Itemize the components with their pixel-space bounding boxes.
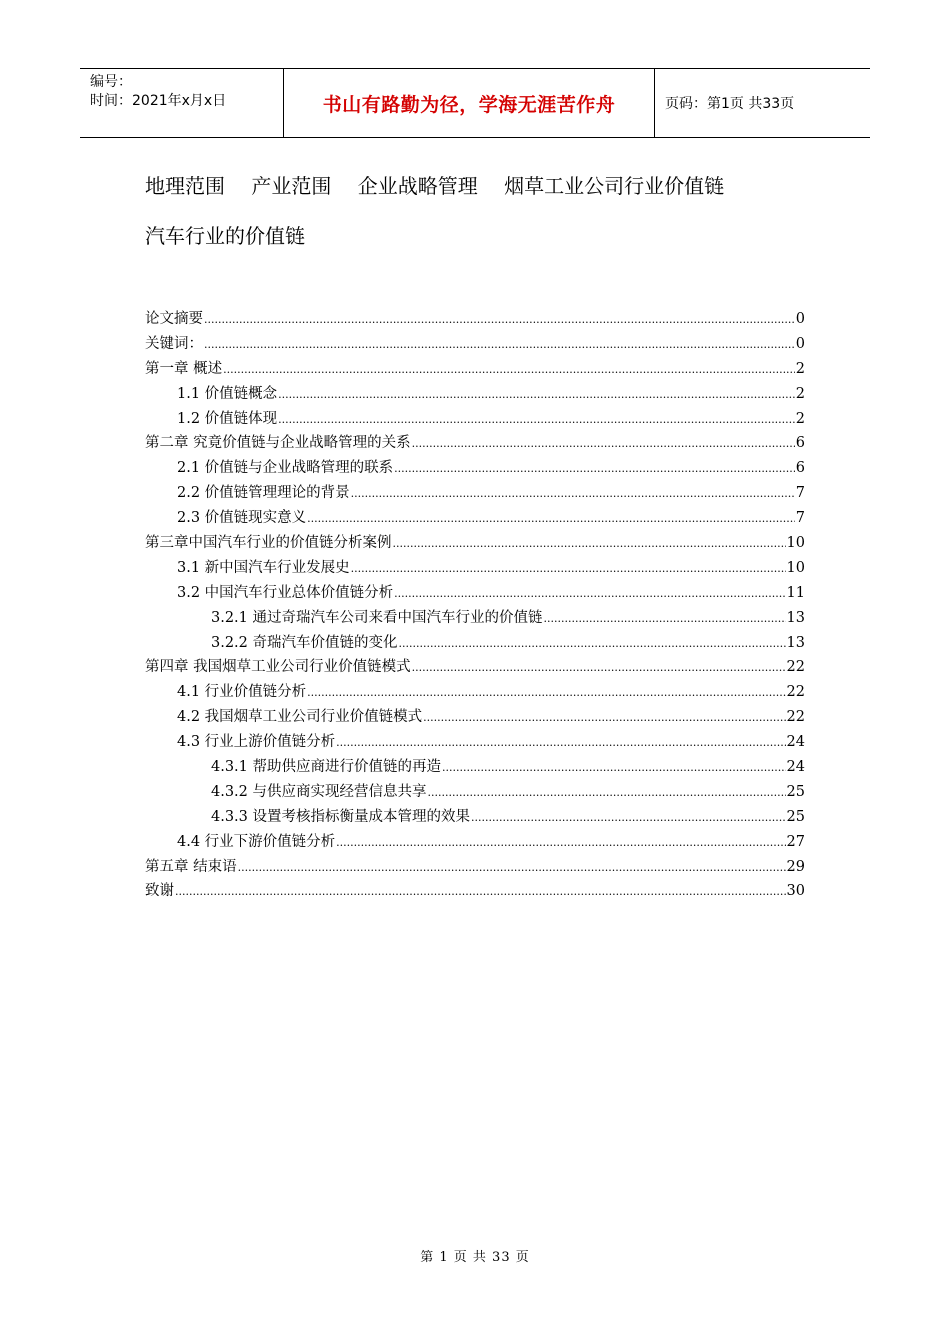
toc-leader [351, 487, 795, 500]
toc-entry-title: 4.3.1 帮助供应商进行价值链的再造 [211, 759, 442, 776]
toc-entry[interactable] [145, 531, 805, 556]
toc-leader [204, 313, 795, 326]
toc-entry[interactable] [145, 606, 805, 631]
page-footer: 第 1 页 共 33 页 [420, 1250, 530, 1265]
keyword: 企业战略管理 [357, 174, 478, 198]
toc-entry-page: 6 [795, 460, 805, 477]
toc-entry-title: 3.2.2 奇瑞汽车价值链的变化 [211, 634, 398, 651]
keyword: 产业范围 [251, 174, 332, 198]
toc-entry[interactable] [145, 879, 805, 904]
toc-entry-page: 11 [786, 584, 805, 601]
toc-entry-title: 第四章 我国烟草工业公司行业价值链模式 [145, 659, 411, 676]
toc-leader [544, 612, 786, 625]
toc-entry-page: 13 [786, 609, 805, 626]
toc-entry[interactable] [145, 730, 805, 755]
toc-entry-page: 25 [786, 783, 805, 800]
toc-leader [278, 413, 795, 426]
toc-entry-page: 2 [795, 385, 805, 402]
toc-leader [393, 537, 786, 550]
toc-entry-title: 4.3 行业上游价值链分析 [177, 734, 336, 751]
toc-entry[interactable] [145, 705, 805, 730]
toc-entry-title: 4.3.2 与供应商实现经营信息共享 [211, 783, 427, 800]
toc-entry-page: 2 [795, 360, 805, 377]
toc-entry-page: 10 [786, 535, 805, 552]
toc-entry-title: 关键词： [145, 335, 203, 352]
toc-entry-title: 第一章 概述 [145, 360, 223, 377]
toc-entry-page: 29 [786, 858, 805, 875]
toc-leader [399, 637, 786, 650]
toc-entry[interactable] [145, 407, 805, 432]
toc-leader [307, 686, 785, 699]
toc-leader [423, 711, 785, 724]
table-of-contents [145, 307, 805, 904]
toc-leader [336, 736, 785, 749]
toc-entry-title: 3.2.1 通过奇瑞汽车公司来看中国汽车行业的价值链 [211, 609, 543, 626]
toc-leader [412, 437, 795, 450]
toc-entry-page: 27 [786, 833, 805, 850]
toc-entry[interactable] [145, 780, 805, 805]
toc-entry-page: 24 [786, 734, 805, 751]
toc-entry-title: 2.1 价值链与企业战略管理的联系 [177, 460, 394, 477]
toc-entry[interactable] [145, 755, 805, 780]
toc-entry-page: 22 [786, 659, 805, 676]
toc-entry[interactable] [145, 456, 805, 481]
toc-entry-title: 2.3 价值链现实意义 [177, 510, 307, 527]
toc-entry-title: 3.1 新中国汽车行业发展史 [177, 559, 350, 576]
toc-entry[interactable] [145, 357, 805, 382]
toc-leader [394, 462, 795, 475]
toc-entry[interactable] [145, 431, 805, 456]
toc-leader [428, 786, 786, 799]
toc-leader [412, 661, 786, 674]
toc-entry-page: 22 [786, 709, 805, 726]
toc-entry-title: 2.2 价值链管理理论的背景 [177, 485, 350, 502]
toc-entry-title: 致谢 [145, 883, 174, 900]
header-motto-cell [283, 69, 655, 137]
toc-entry[interactable] [145, 805, 805, 830]
toc-entry-title: 论文摘要 [145, 311, 203, 327]
toc-entry[interactable] [145, 307, 805, 332]
toc-entry-page: 13 [786, 634, 805, 651]
toc-entry-page: 22 [786, 684, 805, 701]
keywords-line-1 [145, 170, 845, 202]
number-label: 编号： [90, 74, 132, 90]
document-header [80, 68, 870, 138]
toc-entry[interactable] [145, 506, 805, 531]
toc-leader [442, 761, 786, 774]
page-info: 页码：第1页 共33页 [665, 96, 795, 112]
toc-entry[interactable] [145, 481, 805, 506]
toc-leader [351, 562, 786, 575]
toc-entry[interactable] [145, 631, 805, 656]
toc-entry-page: 2 [795, 410, 805, 427]
toc-entry-page: 0 [795, 311, 805, 327]
header-page-cell [655, 69, 870, 137]
toc-leader [204, 338, 795, 351]
toc-entry[interactable] [145, 581, 805, 606]
toc-leader [238, 861, 786, 874]
toc-leader [223, 363, 795, 376]
toc-entry-title: 4.3.3 设置考核指标衡量成本管理的效果 [211, 808, 471, 825]
toc-entry-title: 第三章中国汽车行业的价值链分析案例 [145, 535, 392, 552]
toc-entry[interactable] [145, 556, 805, 581]
toc-entry-page: 6 [795, 435, 805, 452]
toc-entry[interactable] [145, 382, 805, 407]
toc-entry-page: 30 [786, 883, 805, 900]
toc-entry-title: 3.2 中国汽车行业总体价值链分析 [177, 584, 394, 601]
toc-entry[interactable] [145, 332, 805, 357]
toc-entry-title: 4.4 行业下游价值链分析 [177, 833, 336, 850]
toc-entry-page: 24 [786, 759, 805, 776]
toc-entry-page: 10 [786, 559, 805, 576]
time-label: 时间：2021年x月x日 [90, 93, 227, 109]
toc-entry-page: 7 [795, 485, 805, 502]
toc-entry-title: 1.1 价值链概念 [177, 385, 278, 402]
keyword: 地理范围 [145, 174, 225, 198]
header-meta [80, 69, 283, 137]
toc-leader [175, 885, 786, 898]
toc-entry[interactable] [145, 680, 805, 705]
toc-leader [336, 836, 785, 849]
toc-entry-title: 第五章 结束语 [145, 858, 237, 875]
toc-entry-page: 0 [795, 335, 805, 352]
toc-entry-title: 1.2 价值链体现 [177, 410, 278, 427]
toc-entry-title: 4.2 我国烟草工业公司行业价值链模式 [177, 709, 423, 726]
toc-entry[interactable] [145, 855, 805, 880]
toc-entry-page: 7 [795, 510, 805, 527]
toc-leader [278, 388, 795, 401]
keywords-block [145, 170, 845, 252]
toc-leader [307, 512, 795, 525]
toc-leader [471, 811, 786, 824]
toc-entry[interactable] [145, 655, 805, 680]
toc-entry-page: 25 [786, 808, 805, 825]
toc-leader [394, 587, 785, 600]
keyword: 烟草工业公司行业价值链 [504, 174, 725, 198]
toc-entry-title: 4.1 行业价值链分析 [177, 684, 307, 701]
toc-entry-title: 第二章 究竟价值链与企业战略管理的关系 [145, 435, 411, 452]
motto-text: 书山有路勤为径，学海无涯苦作舟 [322, 93, 616, 116]
toc-entry[interactable] [145, 830, 805, 855]
keywords-line-2: 汽车行业的价值链 [145, 224, 305, 248]
